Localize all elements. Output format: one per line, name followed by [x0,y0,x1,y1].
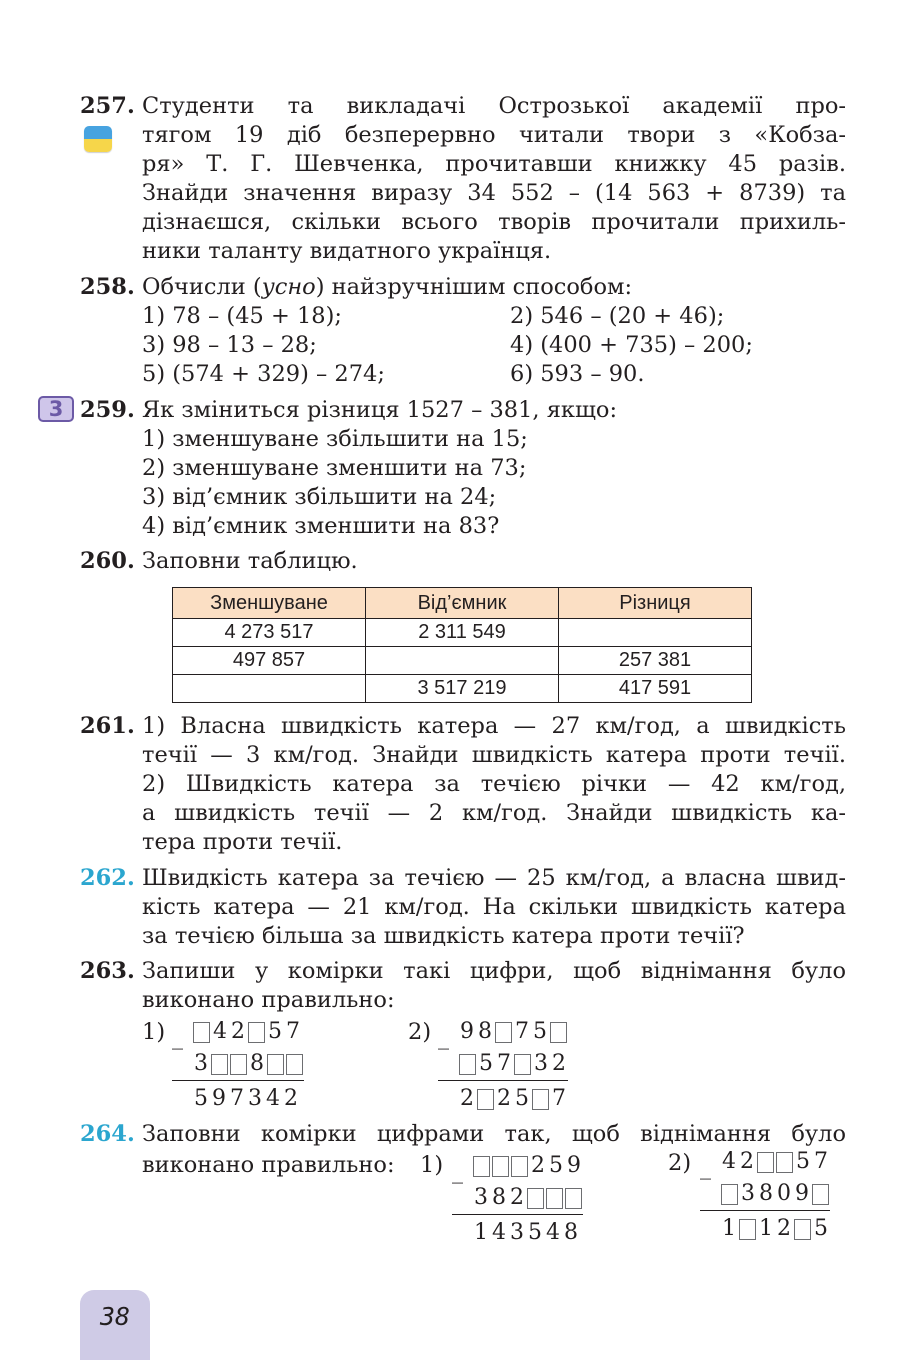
subtraction-line [452,1214,583,1215]
digit: 3 [534,1051,548,1076]
text-line: ря» Т. Г. Шевченка, прочитавши книжку 45 разів. [142,151,846,177]
exercise-intro: Як зміниться різниця 1527 – 381, якщо: [142,397,618,423]
table-cell [559,619,752,647]
exercise-number: 258. [80,274,135,300]
minus-sign: _ [700,1155,711,1180]
list-item: 4) від’ємник зменшити на 83? [142,513,500,539]
exercise-number: 257. [80,93,135,119]
digit: 3 [741,1181,755,1206]
digit: 4 [722,1149,736,1174]
text-line: 1) Власна швидкість катера — 27 км/год, а швидкість [142,713,846,739]
table-cell [366,647,559,675]
digit: 5 [549,1153,563,1178]
table-cell: 257 381 [559,647,752,675]
column-subtraction [452,1150,583,1249]
text-line: виконано правильно: [142,987,395,1013]
digit: 1 [474,1220,488,1245]
text-line: течії — 3 км/год. Знайди швидкість катера проти течії. [142,742,846,768]
level-badge: 3 [38,396,74,422]
subtask-label: 1) [142,1019,166,1045]
text-line: тера проти течії. [142,829,343,855]
digit-box[interactable] [477,1089,494,1110]
digit-box[interactable] [211,1054,228,1075]
page-number-tab [80,1290,150,1360]
digit: 7 [230,1086,244,1111]
digit-box[interactable] [495,1022,512,1043]
digit: 9 [795,1181,809,1206]
digit: 3 [194,1051,208,1076]
digit: 4 [266,1086,280,1111]
exercise-264 [80,1120,846,1149]
digit-box[interactable] [757,1152,774,1173]
text-line: Знайди значення виразу 34 552 – (14 563 + 8739) та [142,180,846,206]
digit: 4 [546,1220,560,1245]
subtraction-row-bot [452,1217,583,1249]
digit: 5 [479,1051,493,1076]
subtraction-row-top [438,1016,568,1048]
digit-box[interactable] [492,1156,509,1177]
minus-sign: _ [172,1025,183,1050]
digit: 7 [515,1019,529,1044]
exercise-number: 263. [80,958,135,984]
subtask-label: 2) [408,1019,432,1045]
subtraction-line [438,1080,568,1081]
digit-box[interactable] [550,1022,567,1043]
text-line: ники таланту видатного українця. [142,238,552,264]
digit: 2 [284,1086,298,1111]
digit: 2 [460,1086,474,1111]
digit-box[interactable] [546,1188,563,1209]
digit-box[interactable] [532,1089,549,1110]
table-row [173,619,752,647]
table-row [173,675,752,703]
digit: 2 [510,1185,524,1210]
minus-sign: _ [438,1025,449,1050]
subtask-label: 2) [668,1150,692,1176]
items-row: 1) 78 – (45 + 18); 2) 546 – (20 + 46); [142,303,725,329]
digit: 5 [533,1019,547,1044]
digit: 1 [722,1216,736,1241]
text-line: за течією більша за швидкість катера проти течії? [142,923,745,949]
digit-box[interactable] [230,1054,247,1075]
table-cell: 2 311 549 [366,619,559,647]
exercise-263 [80,957,846,1015]
subtraction-row-bot [438,1083,568,1115]
table-cell: 4 273 517 [173,619,366,647]
digit-box[interactable] [459,1054,476,1075]
table-header: Різниця [559,588,752,619]
digit: 8 [250,1051,264,1076]
subtraction-row-top [700,1146,830,1178]
exercise-259 [80,396,846,541]
digit: 2 [552,1051,566,1076]
exercise-258 [80,273,846,389]
digit: 3 [248,1086,262,1111]
minus-sign: _ [452,1159,463,1184]
exercise-262 [80,864,846,951]
digit: 2 [231,1019,245,1044]
exercise-261 [80,712,846,857]
exercise-number: 262. [80,865,135,891]
text-line: а швидкість течії — 2 км/год. Знайди швидкість ка- [142,800,846,826]
digit-box[interactable] [776,1152,793,1173]
digit: 2 [531,1153,545,1178]
text-line: виконано правильно: [142,1152,395,1178]
digit: 3 [510,1220,524,1245]
text-line: Швидкість катера за течією — 25 км/год, а власна швид- [142,865,846,891]
text-line: Студенти та викладачі Острозької академії про- [142,93,846,119]
digit: 8 [478,1019,492,1044]
text-line: тягом 19 діб безперервно читали твори з «Кобза- [142,122,846,148]
digit-box[interactable] [527,1188,544,1209]
digit-box[interactable] [248,1022,265,1043]
exercise-number: 261. [80,713,135,739]
subtraction-row-bot [172,1083,304,1115]
digit: 1 [759,1216,773,1241]
digit: 8 [492,1185,506,1210]
subtraction-row-bot [700,1213,830,1245]
table-header: Від’ємник [366,588,559,619]
text-line: 2) Швидкість катера за течією річки — 42 км/год, [142,771,846,797]
subtask-label: 1) [420,1152,444,1178]
digit: 4 [213,1019,227,1044]
exercise-intro: Заповни таблицю. [142,548,358,574]
table-cell [173,675,366,703]
exercise-intro: Обчисли (усно) найзручнішим способом: [142,274,633,300]
digit: 8 [564,1220,578,1245]
digit: 7 [497,1051,511,1076]
exercise-257 [80,92,846,266]
table-cell: 3 517 219 [366,675,559,703]
text-line: Запиши у комірки такі цифри, щоб віднімання було [142,958,846,984]
digit: 3 [474,1185,488,1210]
items-row: 3) 98 – 13 – 28; 4) (400 + 735) – 200; [142,332,753,358]
fill-table [172,587,752,703]
digit: 5 [268,1019,282,1044]
digit: 5 [515,1086,529,1111]
digit: 5 [814,1216,828,1241]
exercise-number: 259. [80,397,135,423]
digit: 4 [492,1220,506,1245]
column-subtraction [700,1146,830,1245]
digit: 0 [777,1181,791,1206]
table-cell: 497 857 [173,647,366,675]
subtraction-line [700,1210,830,1211]
column-subtraction [438,1016,568,1115]
digit-box[interactable] [794,1219,811,1240]
digit: 5 [528,1220,542,1245]
digit-box[interactable] [193,1022,210,1043]
digit-box[interactable] [565,1188,582,1209]
column-subtraction [172,1016,304,1115]
text-line: дізнаєшся, скільки всього творів прочитали прихиль- [142,209,846,235]
items-row: 5) (574 + 329) – 274; 6) 593 – 90. [142,361,645,387]
subtraction-line [172,1080,304,1081]
exercise-number: 264. [80,1121,135,1147]
subtraction-row-top [452,1150,583,1182]
digit: 9 [567,1153,581,1178]
digit: 7 [814,1149,828,1174]
table-row [173,647,752,675]
table-cell: 417 591 [559,675,752,703]
page-number: 38 [99,1302,131,1331]
digit: 2 [740,1149,754,1174]
digit: 2 [777,1216,791,1241]
digit: 8 [759,1181,773,1206]
text-line: кість катера — 21 км/год. На скільки швидкість катера [142,894,846,920]
text-line: Заповни комірки цифрами так, щоб віднімання було [142,1121,846,1147]
digit: 7 [286,1019,300,1044]
digit-box[interactable] [267,1054,284,1075]
digit-box[interactable] [721,1184,738,1205]
list-item: 3) від’ємник збільшити на 24; [142,484,497,510]
list-item: 1) зменшуване збільшити на 15; [142,426,528,452]
exercise-number: 260. [80,548,135,574]
digit-box[interactable] [286,1054,303,1075]
digit: 9 [460,1019,474,1044]
digit: 5 [796,1149,810,1174]
digit-box[interactable] [473,1156,490,1177]
digit-box[interactable] [739,1219,756,1240]
exercise-260 [80,547,846,576]
digit-box[interactable] [514,1054,531,1075]
digit: 5 [194,1086,208,1111]
digit-box[interactable] [812,1184,829,1205]
digit-box[interactable] [511,1156,528,1177]
subtraction-row-top [172,1016,304,1048]
digit: 2 [497,1086,511,1111]
digit: 7 [552,1086,566,1111]
list-item: 2) зменшуване зменшити на 73; [142,455,527,481]
table-header: Зменшуване [173,588,366,619]
digit: 9 [212,1086,226,1111]
